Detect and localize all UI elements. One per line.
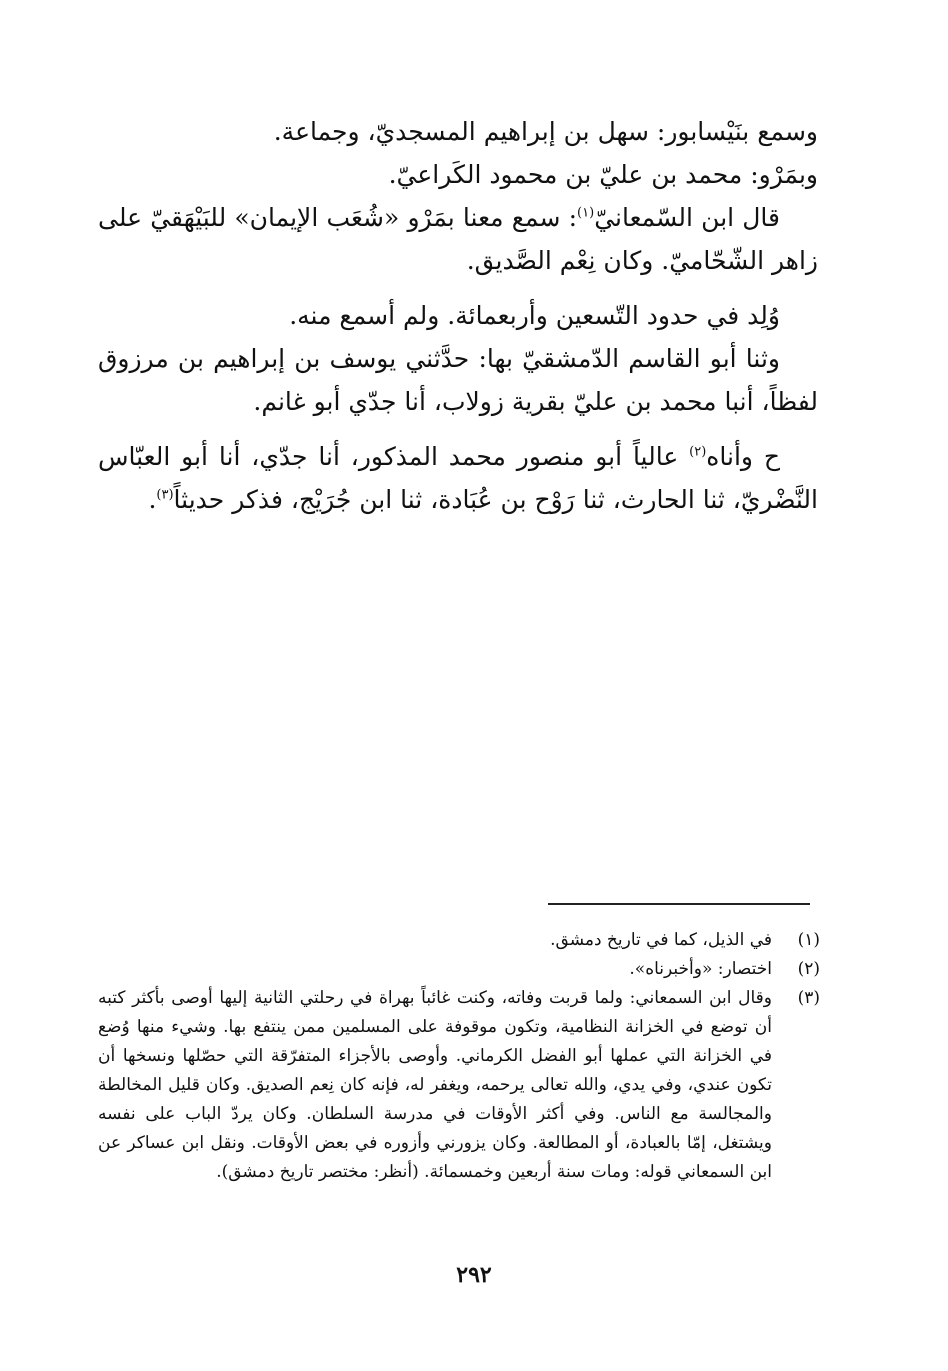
footnote-number: (٣) — [797, 988, 820, 1008]
paragraph-1 — [98, 110, 818, 196]
paragraph-4 — [98, 337, 818, 423]
footnote-ref-3[interactable]: (٣) — [156, 487, 174, 503]
text-segment: قال ابن السّمعانيّ — [594, 203, 781, 232]
footnote-number: (١) — [797, 930, 820, 950]
footnote-divider — [548, 903, 810, 905]
footnote-ref-1[interactable]: (١) — [577, 205, 595, 221]
text-line: وبمَرْو: محمد بن عليّ بن محمود الكَراعيّ. — [388, 160, 818, 189]
main-text — [98, 110, 818, 521]
paragraph-2 — [98, 196, 818, 282]
footnote-item — [98, 984, 820, 1187]
text-segment: وثنا أبو القاسم الدّمشقيّ بها: حدَّثني يوسف بن إبراهيم بن مرزوق لفظاً، أنبا محمد بن عليّ بقرية زولاب، أنا جدّي أبو غانم. — [98, 344, 818, 416]
paragraph-5 — [98, 435, 818, 521]
paragraph-3 — [98, 294, 818, 337]
page-number: ٢٩٢ — [456, 1262, 492, 1288]
text-segment: ح وأناه — [706, 442, 780, 471]
footnote-item — [98, 955, 820, 984]
text-segment: . — [148, 485, 157, 514]
text-line: وُلِد في حدود التّسعين وأربعمائة. ولم أسمع منه. — [289, 301, 780, 330]
footnotes-section — [98, 926, 820, 1187]
text-line: وسمع بنَيْسابور: سهل بن إبراهيم المسجديّ، وجماعة. — [273, 117, 818, 146]
text-segment: : سمع معنا بمَرْو «شُعَب الإيمان» للبَيْهَقيّ على زاهر الشّحّاميّ. وكان نِعْم الصَّديق. — [98, 203, 818, 275]
footnote-item — [98, 926, 820, 955]
text-segment: عالياً أبو منصور محمد المذكور، أنا جدّي، أنا أبو العبّاس النَّضْريّ، ثنا الحارث، ثنا رَوْح بن عُبَادة، ثنا ابن جُرَيْج، فذكر حديثاً — [98, 442, 818, 514]
footnote-text: في الذيل، كما في تاريخ دمشق. — [550, 930, 772, 950]
footnote-text: وقال ابن السمعاني: ولما قربت وفاته، وكنت غائباً بهراة في رحلتي الثانية إليها أوصى بأكثر كتبه أن توضع في الخزانة النظامية، وتكون موقوفة على المسلمين ممن ينتفع بها. وشيء منها وُضع في الخزانة التي عملها أبو الفضل الكرماني. وأوصى بالأجزاء المتفرّقة التي حصّلها ونسخها أن تكون عندي، وفي يدي، والله تعالى يرحمه، ويغفر له، فإنه كان نِعم الصديق. وكان قليل المخالطة والمجالسة مع الناس. وفي أكثر الأوقات في مدرسة السلطان. وكان يردّ الباب على نفسه ويشتغل، إمّا بالعبادة، أو المطالعة. وكان يزورني وأزوره في بعض الأوقات. ونقل ابن عساكر عن ابن السمعاني قوله: ومات سنة أربعين وخمسمائة. (أنظر: مختصر تاريخ دمشق). — [98, 988, 772, 1182]
footnote-text: اختصار: «وأخبرناه». — [629, 959, 772, 979]
footnote-number: (٢) — [797, 959, 820, 979]
footnote-ref-2[interactable]: (٢) — [689, 444, 707, 460]
